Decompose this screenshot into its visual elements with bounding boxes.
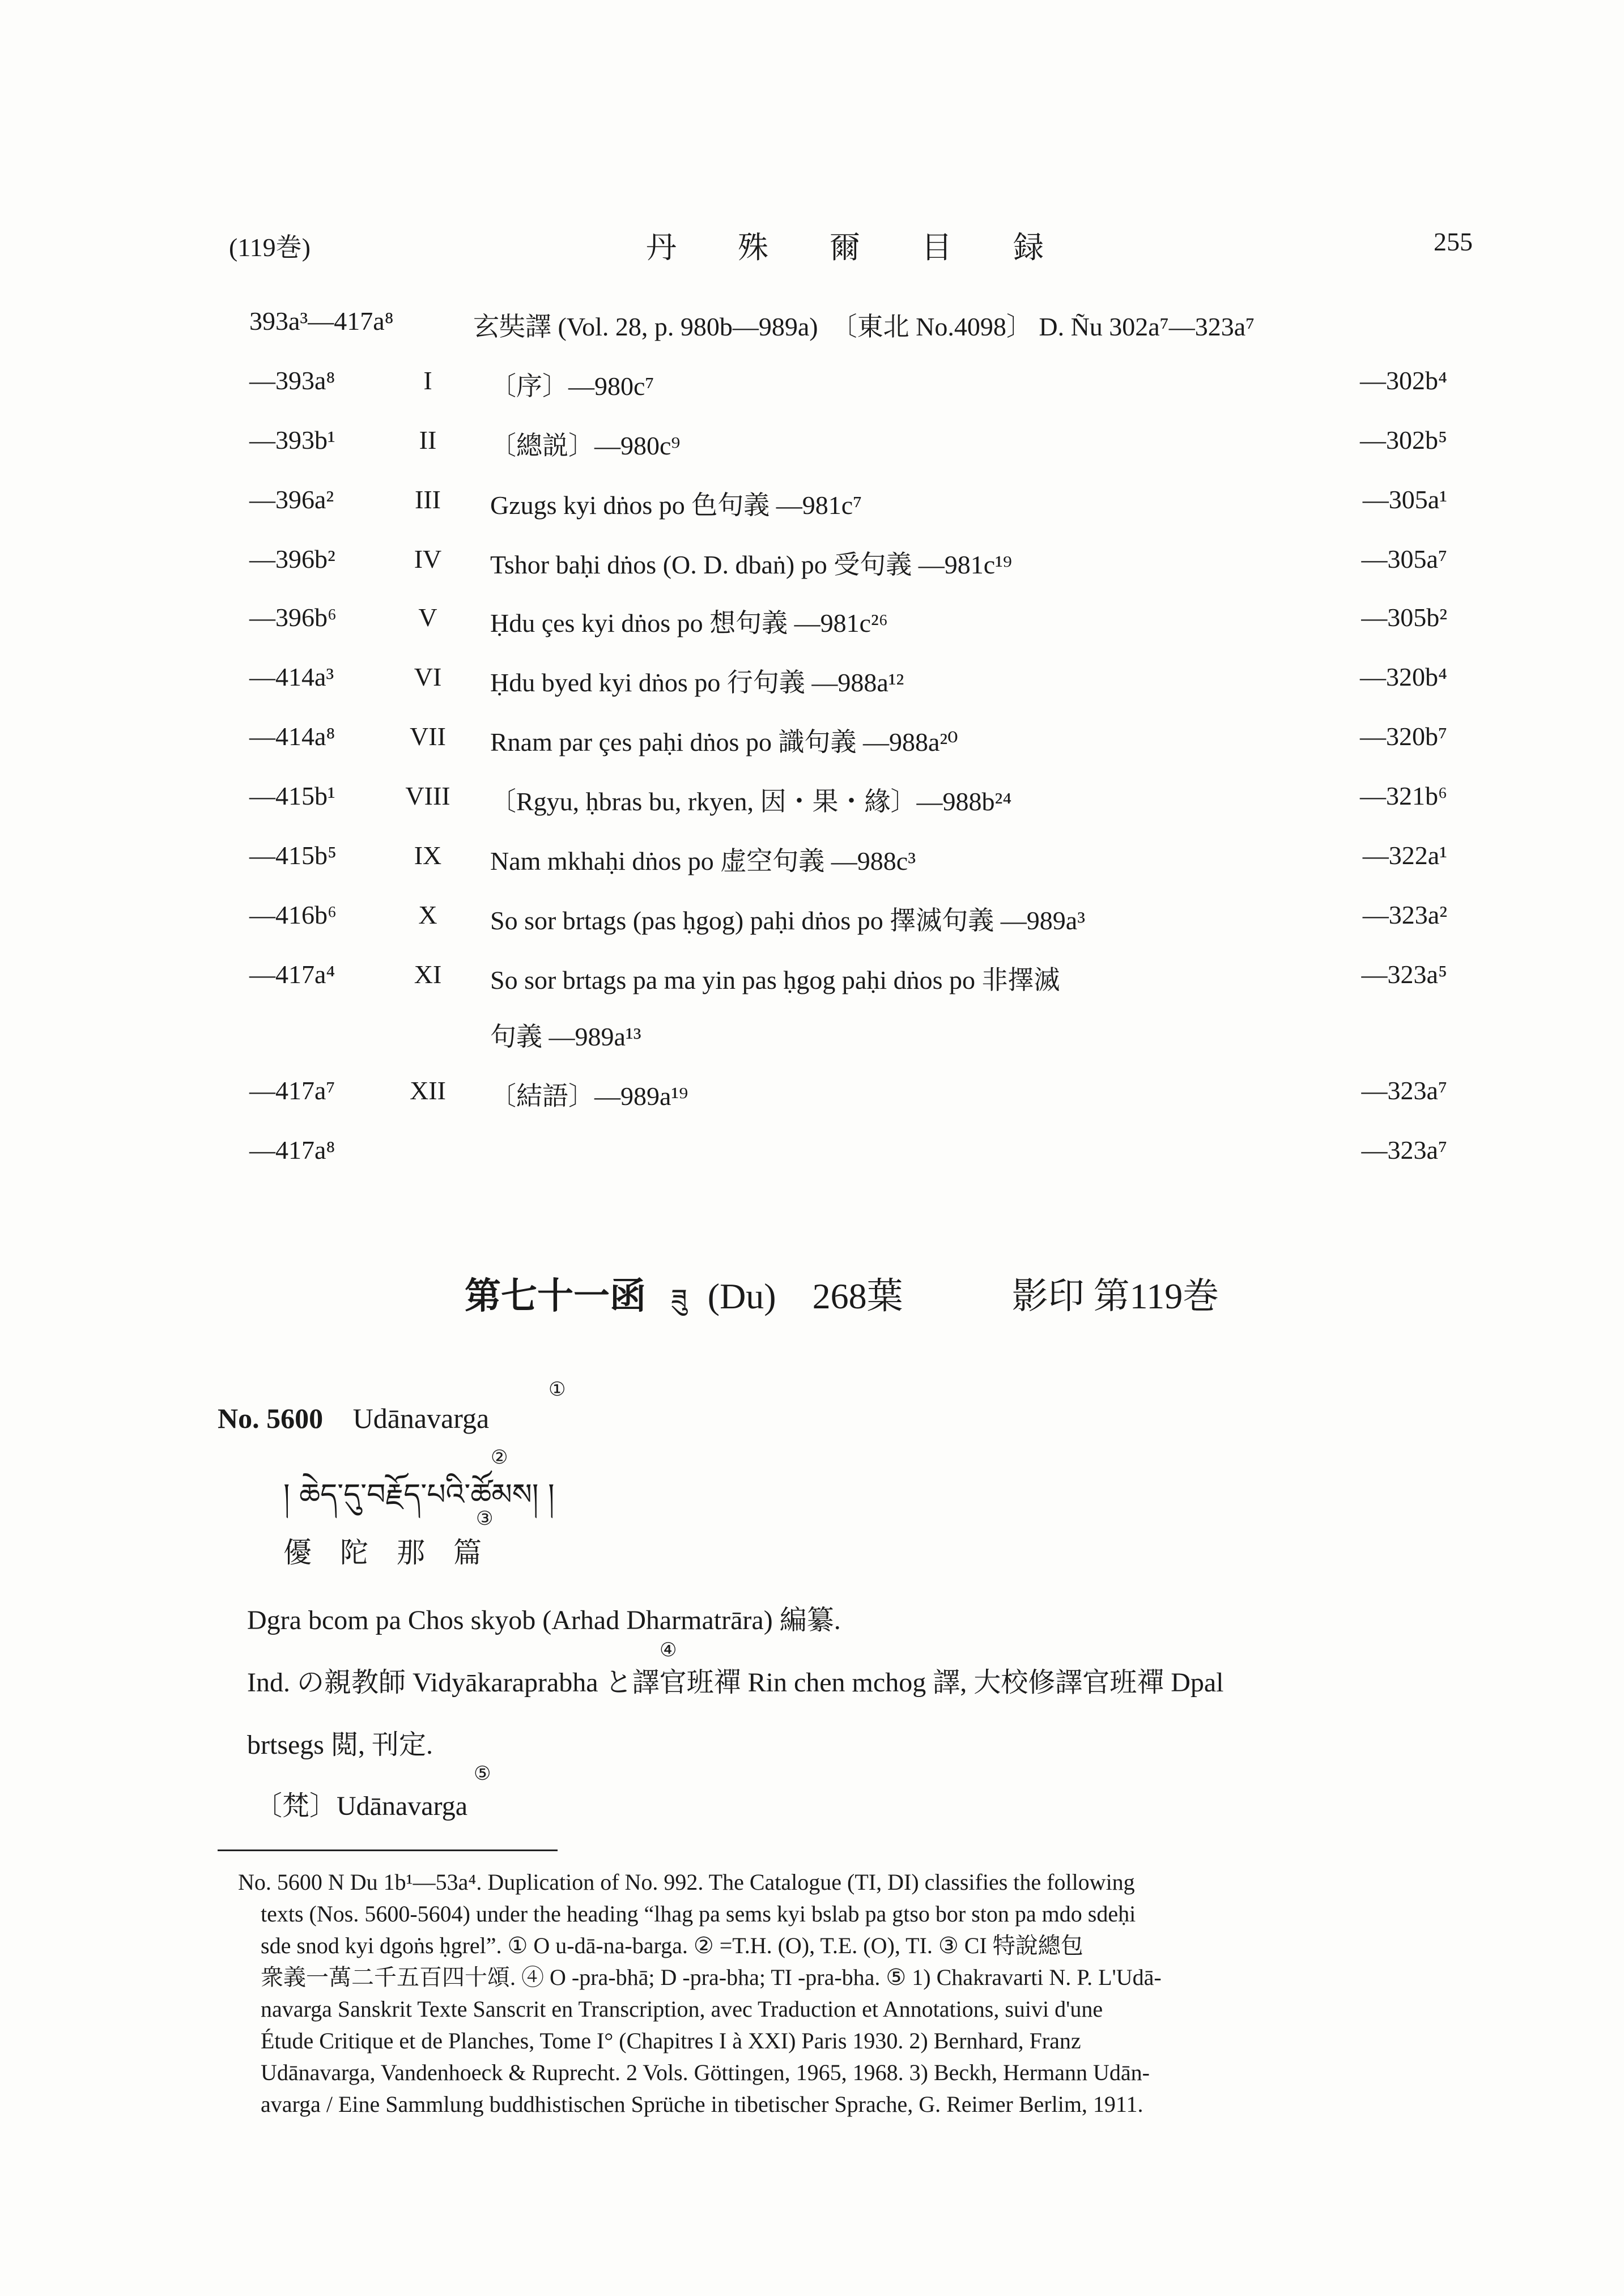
folio-end: —305a¹ [1362,485,1447,514]
chapter-number: VIII [405,781,450,810]
folio-start: —417a⁸ [249,1136,335,1164]
footnote [238,1866,1468,2120]
volume-tibetan: ཟུ [671,1283,687,1315]
chapter-title: 〔序〕—980c⁷ [490,372,654,401]
header-title: 丹 殊 爾 目 録 [646,231,1044,265]
folio-end: —321b⁶ [1359,781,1447,810]
chapter-number: II [419,426,437,454]
folio-start: —415b⁵ [249,841,337,870]
chapter-number: IV [414,545,442,573]
table-row [0,365,1624,405]
entry-heading [218,1402,489,1435]
table-row [0,425,1624,465]
folio-start: —416b⁶ [249,900,337,929]
folio-start: —417a⁴ [249,960,335,989]
note-mark-5: ⑤ [474,1763,491,1784]
chapter-title: 〔結語〕—989a¹⁹ [490,1082,688,1111]
folio-start: —396b² [249,545,335,573]
folio-end: —320b⁴ [1359,662,1447,691]
chapter-number: VI [414,662,442,691]
chapter-number: IX [414,841,442,870]
table-row [0,1016,1624,1056]
table-row [0,721,1624,761]
note-mark-2: ② [491,1447,508,1468]
folio-end: —302b⁵ [1359,426,1447,454]
chapter-title: Tshor baḥi dṅos (O. D. dbaṅ) po 受句義 —981c¹⁹ [490,550,1012,579]
folio-end: —305b² [1361,603,1447,632]
table-row [0,484,1624,524]
revisers-line: brtsegs 閲, 刊定. [247,1730,433,1760]
chapter-title: Ḥdu byed kyi dṅos po 行句義 —988a¹² [490,668,904,697]
table-row [0,1135,1624,1175]
chinese-title: 優 陀 那 篇 [283,1537,482,1568]
entry-number: No. 5600 [218,1402,324,1434]
folio-start: —396a² [249,485,334,514]
chapter-number: XI [414,960,442,989]
note-mark-3: ③ [476,1508,494,1529]
chapter-number: XII [410,1076,446,1105]
chapter-title: Ḥdu çes kyi dṅos po 想句義 —981c²⁶ [490,609,888,637]
folio-end: —323a⁷ [1361,1136,1447,1164]
folio-end: —322a¹ [1362,841,1447,870]
note-mark-4: ④ [660,1640,677,1661]
title-line-range: 393a³—417a⁸ [249,307,394,335]
folio-start: —393b¹ [249,426,335,454]
table-row [0,662,1624,701]
table-row [0,840,1624,880]
volume-title: 第七十一函 [465,1275,646,1317]
tibetan-title: ། ཆེད་དུ་བརྗོད་པའི་ཚོམས། ། [283,1478,555,1512]
chapter-title: So sor brtags (pas ḥgog) paḥi dṅos po 擇滅句義 —989a³ [490,906,1085,935]
chapter-title: Nam mkhaḥi dṅos po 虚空句義 —988c³ [490,847,916,875]
table-row [0,602,1624,642]
footnote-line: avarga / Eine Sammlung buddhistischen Sprüche in tibetischer Sprache, G. Reimer Berlim, 1911. [261,2091,1143,2117]
chapter-title: So sor brtags pa ma yin pas ḥgog paḥi dṅos po 非擇滅 [490,966,1060,994]
folio-start: —415b¹ [249,781,335,810]
chapter-number: III [415,485,441,514]
folio-start: —414a³ [249,662,334,691]
footnote-line: 衆義一萬二千五百四十頌. ④ O -pra-bhā; D -pra-bha; TI -pra-bha. ⑤ 1) Chakravarti N. P. L'Udā- [261,1965,1162,1990]
folio-end: —305a⁷ [1361,545,1447,573]
chapter-number: I [423,366,432,395]
chapter-title: 句義 —989a¹³ [490,1022,641,1051]
chapter-number: VII [410,722,446,751]
folio-start: —393a⁸ [249,366,335,395]
chapter-title: 〔Rgyu, ḥbras bu, rkyen, 因・果・緣〕—988b²⁴ [490,787,1012,816]
footnote-line: sde snod kyi dgoṅs ḥgrel”. ① O u-dā-na-barga. ② =T.H. (O), T.E. (O), TI. ③ CI 特說總包 [261,1933,1083,1958]
chapter-number: X [418,900,437,929]
folio-end: —323a⁷ [1361,1076,1447,1105]
footnote-line: texts (Nos. 5600-5604) under the heading “lhag pa sems kyi bslab pa gtso bor ston pa mdo sdeḥi [261,1901,1136,1927]
chapter-title: 〔總説〕—980c⁹ [490,431,681,460]
table-row [0,781,1624,820]
chapter-title: Rnam par çes paḥi dṅos po 識句義 —988a²⁰ [490,728,958,756]
footnote-line: No. 5600 N Du 1b¹—53a⁴. Duplication of No. 992. The Catalogue (TI, DI) classifies the following [238,1869,1135,1895]
footnote-line: Étude Critique et de Planches, Tome I° (Chapitres I à XXI) Paris 1930. 2) Bernhard, Franz [261,2028,1081,2053]
table-row [0,544,1624,584]
table-row [0,900,1624,939]
footnote-line: navarga Sanskrit Texte Sanscrit en Transcription, avec Traduction et Annotations, suivi d'une [261,1996,1103,2022]
volume-heading [465,1267,1219,1345]
title-line-desc: 玄奘譯 (Vol. 28, p. 980b—989a) 〔東北 No.4098〕 D. Ñu 302a⁷—323a⁷ [473,312,1255,341]
chapter-number: V [418,603,437,632]
page-number: 255 [1434,227,1473,256]
note-mark-1: ① [549,1379,566,1400]
folio-start: —396b⁶ [249,603,337,632]
folio-end: —320b⁷ [1359,722,1447,751]
sanskrit-title: 〔梵〕Udānavarga [255,1791,468,1821]
translators-line: Ind. の親教師 Vidyākaraprabha と譯官班禪 Rin chen mchog 譯, 大校修譯官班禪 Dpal [247,1668,1224,1698]
folio-end: —302b⁴ [1359,366,1447,395]
table-row [0,959,1624,999]
folio-start: —417a⁷ [249,1076,335,1105]
folio-start: —414a⁸ [249,722,335,751]
header-volume: (119巻) [229,233,311,262]
table-row [0,1075,1624,1115]
folio-end: —323a⁵ [1361,960,1447,989]
chapter-title: Gzugs kyi dṅos po 色句義 —981c⁷ [490,491,862,520]
footnote-line: Udānavarga, Vandenhoeck & Ruprecht. 2 Vols. Göttingen, 1965, 1968. 3) Beckh, Hermann Udān- [261,2060,1150,2085]
folio-end: —323a² [1362,900,1447,929]
author-line: Dgra bcom pa Chos skyob (Arhad Dharmatrāra) 編纂. [247,1605,841,1635]
footnote-divider [218,1849,558,1851]
volume-info: (Du) 268葉 影印 第119巻 [707,1276,1219,1316]
entry-name: Udānavarga [352,1402,490,1434]
